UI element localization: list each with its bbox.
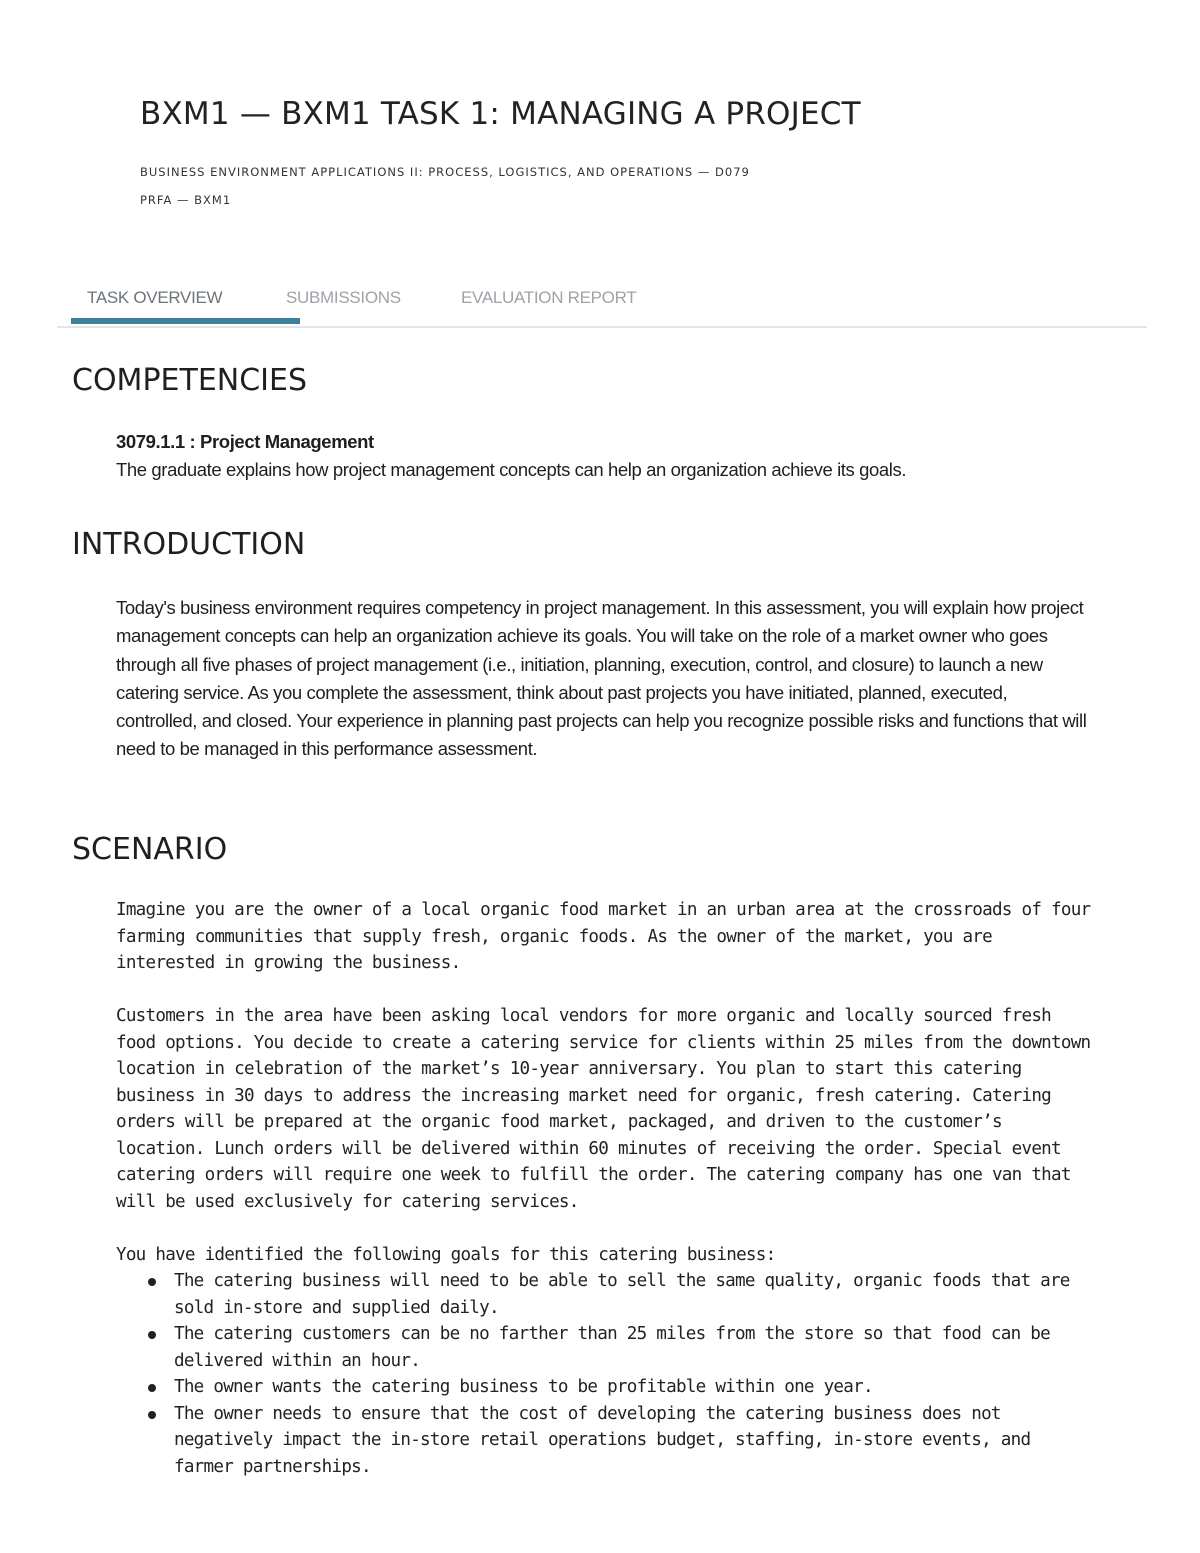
goal-text: The owner wants the catering business to be profitable within one year. bbox=[174, 1377, 873, 1397]
list-item bbox=[174, 1268, 1096, 1321]
scenario-heading: SCENARIO bbox=[72, 832, 228, 867]
page-header bbox=[140, 96, 1140, 214]
competencies-heading: COMPETENCIES bbox=[72, 363, 308, 398]
bullet-icon bbox=[148, 1384, 156, 1392]
list-item bbox=[174, 1401, 1096, 1481]
competency-description: The graduate explains how project management concepts can help an organization achieve its goals. bbox=[116, 459, 907, 481]
active-tab-indicator bbox=[71, 318, 300, 324]
tab-bar bbox=[57, 280, 1147, 328]
list-item bbox=[174, 1374, 1096, 1401]
tab-evaluation-report[interactable]: EVALUATION REPORT bbox=[461, 288, 637, 307]
goals-intro: You have identified the following goals for this catering business: bbox=[116, 1244, 776, 1265]
course-code: PRFA — BXM1 bbox=[140, 193, 232, 207]
bullet-icon bbox=[148, 1411, 156, 1419]
tab-submissions[interactable]: SUBMISSIONS bbox=[286, 288, 401, 307]
introduction-heading: INTRODUCTION bbox=[72, 527, 306, 562]
scenario-content bbox=[116, 897, 1096, 1480]
tab-task-overview[interactable]: TASK OVERVIEW bbox=[87, 288, 223, 307]
goals-list bbox=[116, 1268, 1096, 1480]
course-name: BUSINESS ENVIRONMENT APPLICATIONS II: PROCESS, LOGISTICS, AND OPERATIONS — D079 bbox=[140, 165, 750, 179]
bullet-icon bbox=[148, 1278, 156, 1286]
scenario-paragraph-1: Imagine you are the owner of a local organic food market in an urban area at the crossroads of four farming communities that supply fresh, organic foods. As the owner of the market, you are interested in growing the business. bbox=[116, 900, 1091, 973]
list-item bbox=[174, 1321, 1096, 1374]
page-title: BXM1 — BXM1 TASK 1: MANAGING A PROJECT bbox=[140, 96, 861, 132]
goal-text: The owner needs to ensure that the cost of developing the catering business does not negatively impact the in-store retail operations budget, staffing, in-store events, and farmer partnerships. bbox=[174, 1403, 1031, 1477]
course-subtitle bbox=[140, 158, 1140, 214]
competency-title: 3079.1.1 : Project Management bbox=[116, 431, 374, 452]
introduction-text: Today's business environment requires competency in project management. In this assessment, you will explain how project management concepts can help an organization achieve its goals. You will take on the role of a market owner who goes through all five phases of project management (i.e., initiation, planning, execution, control, and closure) to launch a new catering service. As you complete the assessment, think about past projects you have initiated, planned, executed, controlled, and closed. Your experience in planning past projects can help you recognize possible risks and functions that will need to be managed in this performance assessment. bbox=[116, 597, 1087, 760]
goal-text: The catering business will need to be able to sell the same quality, organic foods that are sold in-store and supplied daily. bbox=[174, 1271, 1070, 1318]
competency-item bbox=[116, 428, 1091, 485]
bullet-icon bbox=[148, 1331, 156, 1339]
goal-text: The catering customers can be no farther than 25 miles from the store so that food can be delivered within an hour. bbox=[174, 1324, 1050, 1371]
scenario-paragraph-2: Customers in the area have been asking local vendors for more organic and locally sourced fresh food options. You decide to create a catering service for clients within 25 miles from the downtown location in celebration of the market’s 10-year anniversary. You plan to start this catering business in 30 days to address the increasing market need for organic, fresh catering. Catering orders will be prepared at the organic food market, packaged, and driven to the customer’s location. Lunch orders will be delivered within 60 minutes of receiving the order. Special event catering orders will require one week to fulfill the order. The catering company has one van that will be used exclusively for catering services. bbox=[116, 1006, 1091, 1212]
